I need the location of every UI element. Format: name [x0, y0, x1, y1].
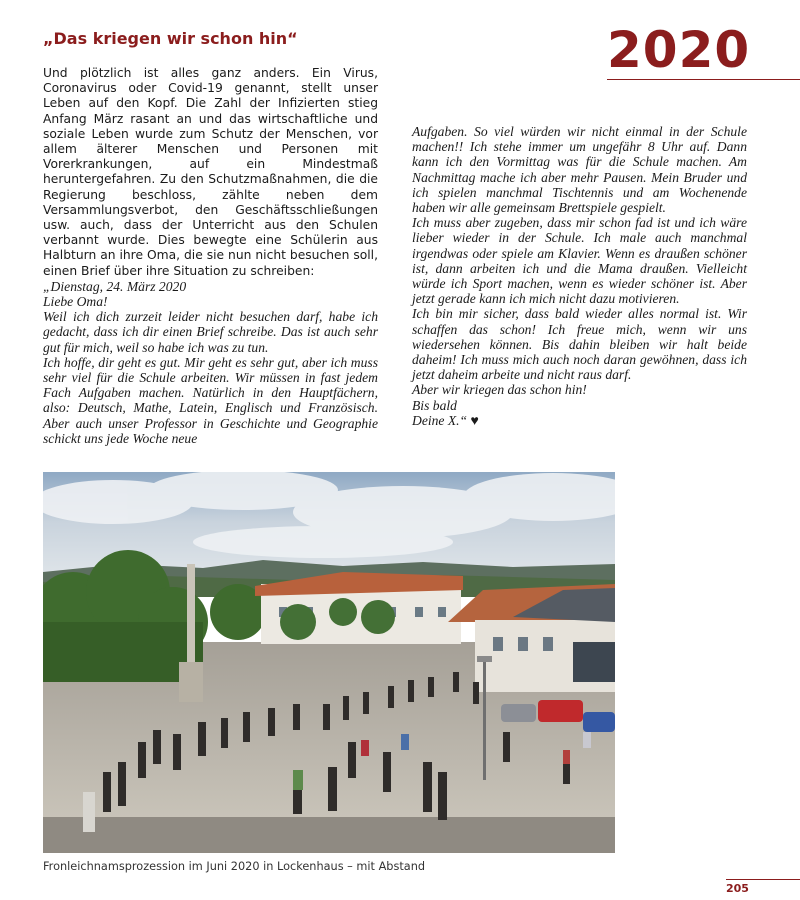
year-rule-divider — [607, 79, 800, 80]
letter-closing: Bis bald — [412, 397, 457, 413]
article-title: „Das kriegen wir schon hin“ — [43, 29, 298, 48]
letter-signature-line — [412, 413, 747, 429]
letter-paragraph-4: Ich bin mir sicher, dass bald wieder alles normal ist. Wir schaffen das schon! Ich freue mich, wenn wir uns wiedersehen können. Bis dahin bleiben wir halt beide daheim! Ich muss mich auch noch daran gewöhnen, dass ich jetzt daheim arbeite und nicht raus darf. — [412, 306, 747, 383]
letter-greeting: Liebe Oma! — [43, 294, 108, 310]
page-number: 205 — [726, 882, 749, 895]
intro-paragraph: Und plötzlich ist alles ganz anders. Ein Virus, Coronavirus oder Covid-19 genannt, stellt unser Leben auf den Kopf. Die Zahl der Infizierten stieg Anfang März rasant an und das wirtschaftliche und soziale Leben wurde zum Schutz der Menschen, vor allem älterer Menschen und Personen mit Vorerkrankungen, auf ein Mindestmaß heruntergefahren. Zu den Schutzmaßnahmen, die die Regierung beschloss, zählte neben dem Versammlungsverbot, den Geschäftsschließungen usw. auch, dass der Unterricht aus den Schulen verbannt wurde. Dies bewegte eine Schülerin aus Halbturn an ihre Oma, die sie nun nicht besuchen soll, einen Brief über ihre Situation zu schreiben: — [43, 66, 378, 278]
article-column-left — [43, 66, 378, 446]
heart-icon: ♥ — [470, 413, 479, 429]
article-column-right — [412, 124, 747, 429]
page-number-rule — [726, 879, 800, 880]
letter-paragraph-3: Ich muss aber zugeben, dass mir schon fad ist und ich wäre lieber wieder in der Schule. Ich male auch manchmal irgendwas oder spiele am Klavier. Wenn es draußen schöner ist, dann arbeiten ich und die Mama draußen. Vielleicht würde ich Sport machen, wenn es wieder schöner ist. Aber jetzt gerade kann ich mich nicht dazu motivieren. — [412, 215, 747, 307]
letter-paragraph-5: Aber wir kriegen das schon hin! — [412, 382, 587, 398]
letter-signature: Deine X.“ — [412, 412, 468, 428]
photo-caption: Fronleichnamsprozession im Juni 2020 in Lockenhaus – mit Abstand — [43, 860, 426, 873]
procession-photo — [43, 472, 615, 853]
letter-paragraph-2-continued: Aufgaben. So viel würden wir nicht einmal in der Schule machen!! Ich stehe immer um ungefähr 8 Uhr auf. Dann kann ich den Vormittag was für die Schule machen. Am Nachmittag mache ich aber mehr Pausen. Mein Bruder und ich spielen manchmal Tischtennis und am Wochenende haben wir alle gemeinsam Brettspiele gespielt. — [412, 124, 747, 216]
letter-paragraph-2: Ich hoffe, dir geht es gut. Mir geht es sehr gut, aber ich muss sehr viel für die Schule arbeiten. Wir müssen in fast jedem Fach Aufgaben machen. Natürlich in den Hauptfächern, also: Deutsch, Mathe, Latein, Englisch und Französisch. Aber auch unser Professor in Geschichte und Geographie schickt uns jede Woche neue — [43, 354, 378, 446]
letter-date: „Dienstag, 24. März 2020 — [43, 278, 187, 294]
year-heading: 2020 — [607, 21, 751, 79]
letter-paragraph-1: Weil ich dich zurzeit leider nicht besuchen darf, habe ich gedacht, dass ich dir einen Brief schreibe. Das ist auch sehr gut für mich, weil so habe ich was zu tun. — [43, 309, 378, 355]
